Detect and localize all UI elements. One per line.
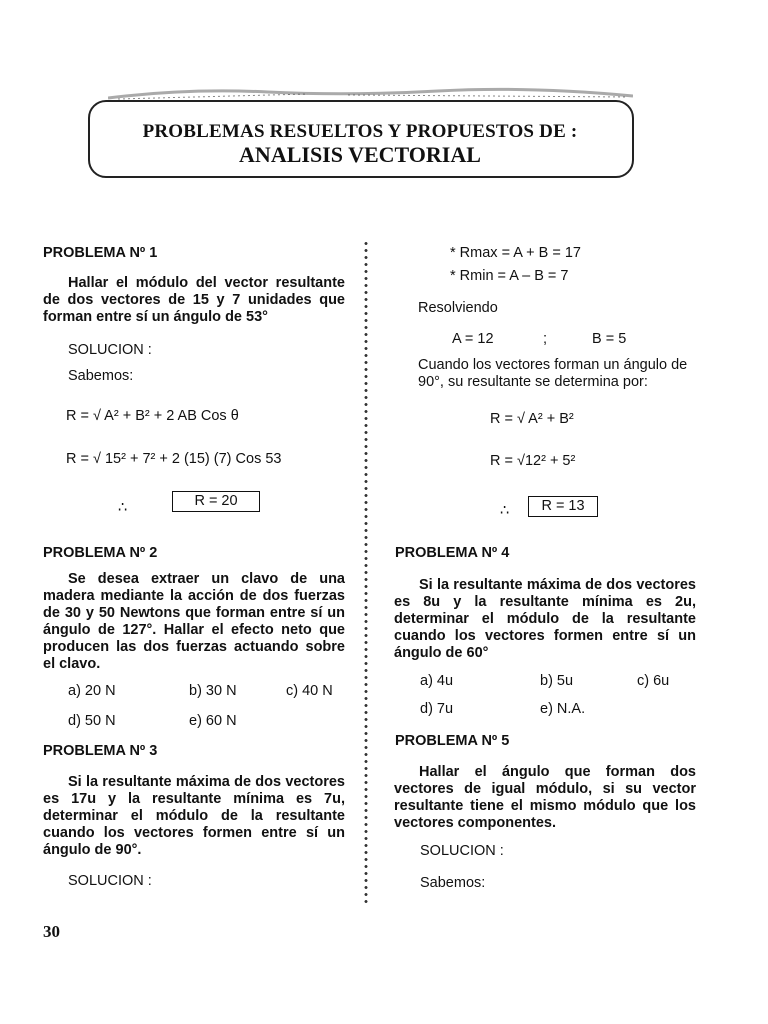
problem-3-heading: PROBLEMA Nº 3 [43,743,158,759]
problem-3-solution-label: SOLUCION : [68,873,152,889]
therefore-symbol: ∴ [118,500,128,516]
rmin-equation: * Rmin = A – B = 7 [450,268,569,284]
page-title-line2: ANALISIS VECTORIAL [239,142,481,167]
problem-2-option-a: a) 20 N [68,683,116,699]
page-number: 30 [43,922,60,941]
problem-1-formula-general: R = √ A² + B² + 2 AB Cos θ [66,408,239,424]
a-value: A = 12 [452,331,494,347]
problem-1-solution-label: SOLUCION : [68,342,152,358]
problem-3-statement: Si la resultante máxima de dos vectores es 17u y la resultante mínima es 7u, determinar el módulo de la resultante cuando los vectores formen entre sí un ángulo de 90°. [43,774,345,858]
problem-5-heading: PROBLEMA Nº 5 [395,733,510,749]
problem-2-option-c: c) 40 N [286,683,333,699]
rmax-equation: * Rmax = A + B = 17 [450,245,581,261]
resolviendo-label: Resolviendo [418,300,498,316]
problem-1-result: R = 20 [172,491,260,512]
value-separator: ; [543,331,548,347]
problem-5-sabemos: Sabemos: [420,875,486,891]
problem-2-option-b: b) 30 N [189,683,237,699]
problem-3-result: R = 13 [528,496,598,517]
problem-4-heading: PROBLEMA Nº 4 [395,545,510,561]
problem-1-statement: Hallar el módulo del vector resultante de dos vectores de 15 y 7 unidades que forman entre sí un ángulo de 53° [43,275,345,325]
problem-4-option-b: b) 5u [540,673,574,689]
perpendicular-formula-substituted: R = √12² + 5² [490,453,576,469]
problem-1-heading: PROBLEMA Nº 1 [43,245,158,261]
perpendicular-explanation: Cuando los vectores forman un ángulo de 90°, su resultante se determina por: [418,357,688,390]
problem-1-formula-substituted: R = √ 15² + 7² + 2 (15) (7) Cos 53 [66,451,282,467]
header-texture [108,86,633,100]
b-value: B = 5 [592,331,627,347]
page-title-line1: PROBLEMAS RESUELTOS Y PROPUESTOS DE : [142,121,578,142]
problem-2-option-e: e) 60 N [189,713,237,729]
problem-1-sabemos: Sabemos: [68,368,134,384]
problem-4-option-d: d) 7u [420,701,454,717]
problem-4-statement: Si la resultante máxima de dos vectores es 8u y la resultante mínima es 2u, determinar el módulo de la resultante cuando los vectores formen entre sí un ángulo de 60° [394,577,696,661]
problem-4-option-e: e) N.A. [540,701,586,717]
problem-2-statement: Se desea extraer un clavo de una madera mediante la acción de dos fuerzas de 30 y 50 Newtons que forman entre sí un ángulo de 127°. Hallar el efecto neto que producen las dos fuerzas actuando sobre el clavo. [43,571,345,672]
problem-5-solution-label: SOLUCION : [420,843,504,859]
problem-5-statement: Hallar el ángulo que forman dos vectores de igual módulo, si su vector resultante tiene el mismo módulo que los vectores componentes. [394,764,696,831]
problem-4-option-a: a) 4u [420,673,454,689]
perpendicular-formula: R = √ A² + B² [490,411,574,427]
problem-4-option-c: c) 6u [637,673,670,689]
problem-2-heading: PROBLEMA Nº 2 [43,545,158,561]
therefore-symbol-right: ∴ [500,503,510,519]
column-divider [362,240,370,905]
problem-2-option-d: d) 50 N [68,713,116,729]
